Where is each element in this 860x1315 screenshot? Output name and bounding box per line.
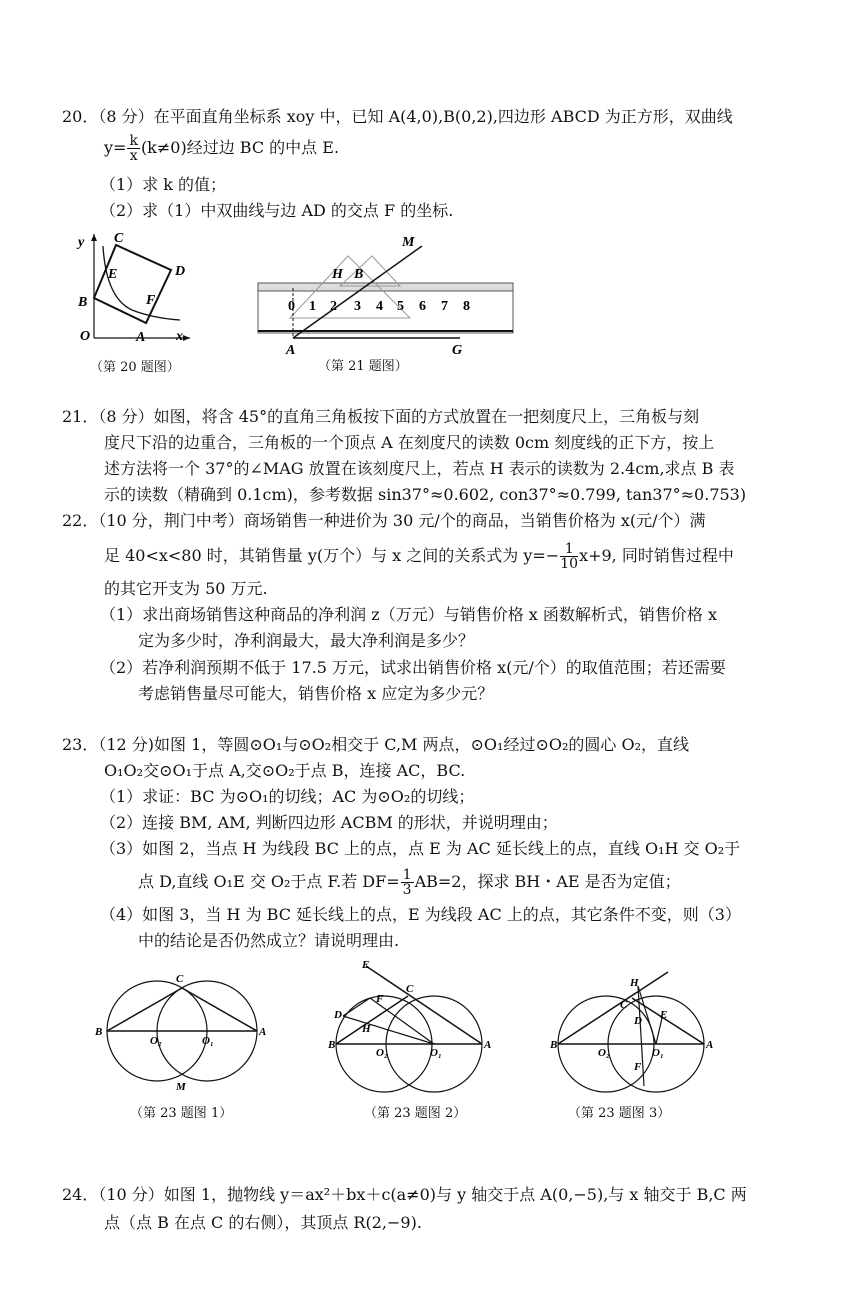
q21-line3: 述方法将一个 37°的∠MAG 放置在该刻度尺上，若点 H 表示的读数为 2.4cm,求点 B 表 [104, 459, 735, 478]
fig23-2-label-e: E [362, 959, 370, 971]
fig20-caption: （第 20 题图） [90, 360, 180, 375]
fig23-1-diagram [92, 964, 272, 1094]
fig21-tick-6: 6 [419, 299, 426, 314]
fig23-1-label-b: B [95, 1026, 103, 1038]
q22-line2: 足 40<x<80 时，其销售量 y(万个）与 x 之间的关系式为 y=− $\frac{1}{10}$ x+9, 同时销售过程中 [104, 541, 734, 572]
fig23-1-label-o1: O₁ [202, 1035, 214, 1047]
q20-line2-rest: (k≠0)经过边 BC 的中点 E. [140, 138, 340, 157]
fig20-label-b: B [78, 295, 88, 310]
fig21-tick-2: 2 [330, 299, 337, 314]
fig23-3-label-a: A [706, 1039, 714, 1051]
q22-sub1-a: （1）求出商场销售这种商品的净利润 z（万元）与销售价格 x 函数解析式，销售价格 x [100, 605, 718, 624]
fig21-label-b: B [354, 267, 364, 282]
q22-line1: 22．（10 分，荆门中考）商场销售一种进价为 30 元/个的商品，当销售价格为 x(元/个）满 [62, 511, 706, 530]
fig23-1-label-c: C [176, 973, 184, 985]
fig21-label-a: A [286, 343, 296, 358]
q23-line2: O₁O₂交⊙O₁于点 A,交⊙O₂于点 B，连接 AC，BC. [104, 761, 466, 780]
fig21-tick-1: 1 [309, 299, 316, 314]
q22-line3: 的其它开支为 50 万元. [104, 579, 268, 598]
fig23-3-label-f: F [634, 1061, 642, 1073]
q22-sub2-a: （2）若净利润预期不低于 17.5 万元，试求出销售价格 x(元/个）的取值范围；若还需要 [100, 658, 726, 677]
fig21-tick-3: 3 [354, 299, 361, 314]
fig23-2-label-b: B [328, 1039, 336, 1051]
fig21-tick-5: 5 [397, 299, 404, 314]
fig23-3-label-h: H [630, 977, 639, 989]
q20-sub1: （1）求 k 的值； [100, 175, 227, 194]
fig23-1-caption: （第 23 题图 1） [130, 1106, 233, 1121]
fig21-tick-8: 8 [463, 299, 470, 314]
q23-sub3-b: 点 D,直线 O₁E 交 O₂于点 F.若 DF= $\frac{1}{3}$ AB=2，探求 BH・AE 是否为定值； [138, 867, 681, 898]
fig23-2-diagram [326, 958, 496, 1094]
q23-sub3-a: （3）如图 2，当点 H 为线段 BC 上的点，点 E 为 AC 延长线上的点，直线 O₁H 交 O₂于 [100, 839, 741, 858]
fig23-2-label-f: F [376, 993, 384, 1005]
q21-line2: 度尺下沿的边重合，三角板的一个顶点 A 在刻度尺的读数 0cm 刻度线的正下方，按上 [104, 433, 715, 452]
fig23-2-label-a: A [484, 1039, 492, 1051]
fig23-3-label-e: E [660, 1009, 668, 1021]
q23-fraction: $\frac{1}{3}$ [402, 867, 412, 898]
fig20-label-a: A [136, 330, 146, 345]
fig21-tick-7: 7 [441, 299, 448, 314]
q20-fraction: $\frac{k}{x}$ [129, 133, 138, 164]
fig23-3-diagram [548, 968, 718, 1094]
fig20-label-d: D [175, 264, 186, 279]
fig20-label-o: O [80, 329, 91, 344]
fig23-1-label-o2: O₂ [150, 1035, 162, 1047]
fig21-tick-0: 0 [288, 299, 295, 314]
fig23-2-label-d: D [334, 1009, 342, 1021]
fig23-3-label-b: B [550, 1039, 558, 1051]
fig23-2-caption: （第 23 题图 2） [364, 1106, 467, 1121]
q23-sub4-a: （4）如图 3，当 H 为 BC 延长线上的点，E 为线段 AC 上的点，其它条件不变，则（3） [100, 905, 741, 924]
fig23-3-label-o2: O₂ [598, 1047, 610, 1059]
q20-line2 [104, 134, 339, 163]
q24-line2: 点（点 B 在点 C 的右侧），其顶点 R(2,−9). [104, 1213, 422, 1232]
fig23-3-label-o1: O₁ [652, 1047, 664, 1059]
q22-sub1-b: 定为多少时，净利润最大，最大净利润是多少？ [138, 631, 475, 650]
fig23-1-label-a: A [259, 1026, 267, 1038]
fig21-label-g: G [452, 343, 463, 358]
fig20-label-e: E [108, 267, 118, 282]
q23-sub1: （1）求证：BC 为⊙O₁的切线；AC 为⊙O₂的切线； [100, 787, 475, 806]
fig20-label-f: F [146, 293, 156, 308]
fig23-2-label-h: H [362, 1023, 371, 1035]
q22-fraction: $\frac{1}{10}$ [560, 541, 579, 572]
q20-sub2: （2）求（1）中双曲线与边 AD 的交点 F 的坐标. [100, 201, 454, 220]
q21-line1: 21．（8 分）如图，将含 45°的直角三角板按下面的方式放置在一把刻度尺上，三角板与刻 [62, 407, 700, 426]
fig21-label-h: H [332, 267, 343, 282]
fig20-label-y: y [78, 235, 85, 250]
q23-line1: 23．（12 分)如图 1，等圆⊙O₁与⊙O₂相交于 C,M 两点，⊙O₁经过⊙O₂的圆心 O₂，直线 [62, 735, 689, 754]
fig21-tick-4: 4 [376, 299, 383, 314]
q20-line1: 20．（8 分）在平面直角坐标系 xoy 中，已知 A(4,0),B(0,2),四边形 ABCD 为正方形，双曲线 [62, 107, 733, 126]
fig23-1-label-m: M [176, 1081, 186, 1093]
q23-sub4-b: 中的结论是否仍然成立？请说明理由. [138, 931, 400, 950]
fig23-3-label-d: D [634, 1015, 642, 1027]
fig20-label-c: C [114, 231, 124, 246]
fig21-caption: （第 21 题图） [318, 359, 408, 374]
q24-line1: 24．（10 分）如图 1，抛物线 y＝ax²＋bx＋c(a≠0)与 y 轴交于点 A(0,−5),与 x 轴交于 B,C 两 [62, 1185, 747, 1204]
fig23-2-label-c: C [406, 983, 414, 995]
fig23-2-label-o2: O₂ [376, 1047, 388, 1059]
fig23-2-label-o1: O₁ [430, 1047, 442, 1059]
q23-sub2: （2）连接 BM, AM, 判断四边形 ACBM 的形状，并说明理由； [100, 813, 558, 832]
fig21-label-m: M [402, 235, 415, 250]
fig21-diagram [250, 228, 520, 358]
fig23-3-label-c: C [620, 999, 628, 1011]
q20-y-eq: y= [104, 138, 127, 157]
q21-line4: 示的读数（精确到 0.1cm)，参考数据 sin37°≈0.602, con37°≈0.799, tan37°≈0.753) [104, 485, 747, 504]
fig20-diagram [72, 228, 202, 348]
fig23-3-caption: （第 23 题图 3） [568, 1106, 671, 1121]
q22-sub2-b: 考虑销售量尽可能大，销售价格 x 应定为多少元？ [138, 684, 494, 703]
fig20-label-x: x [176, 329, 183, 344]
